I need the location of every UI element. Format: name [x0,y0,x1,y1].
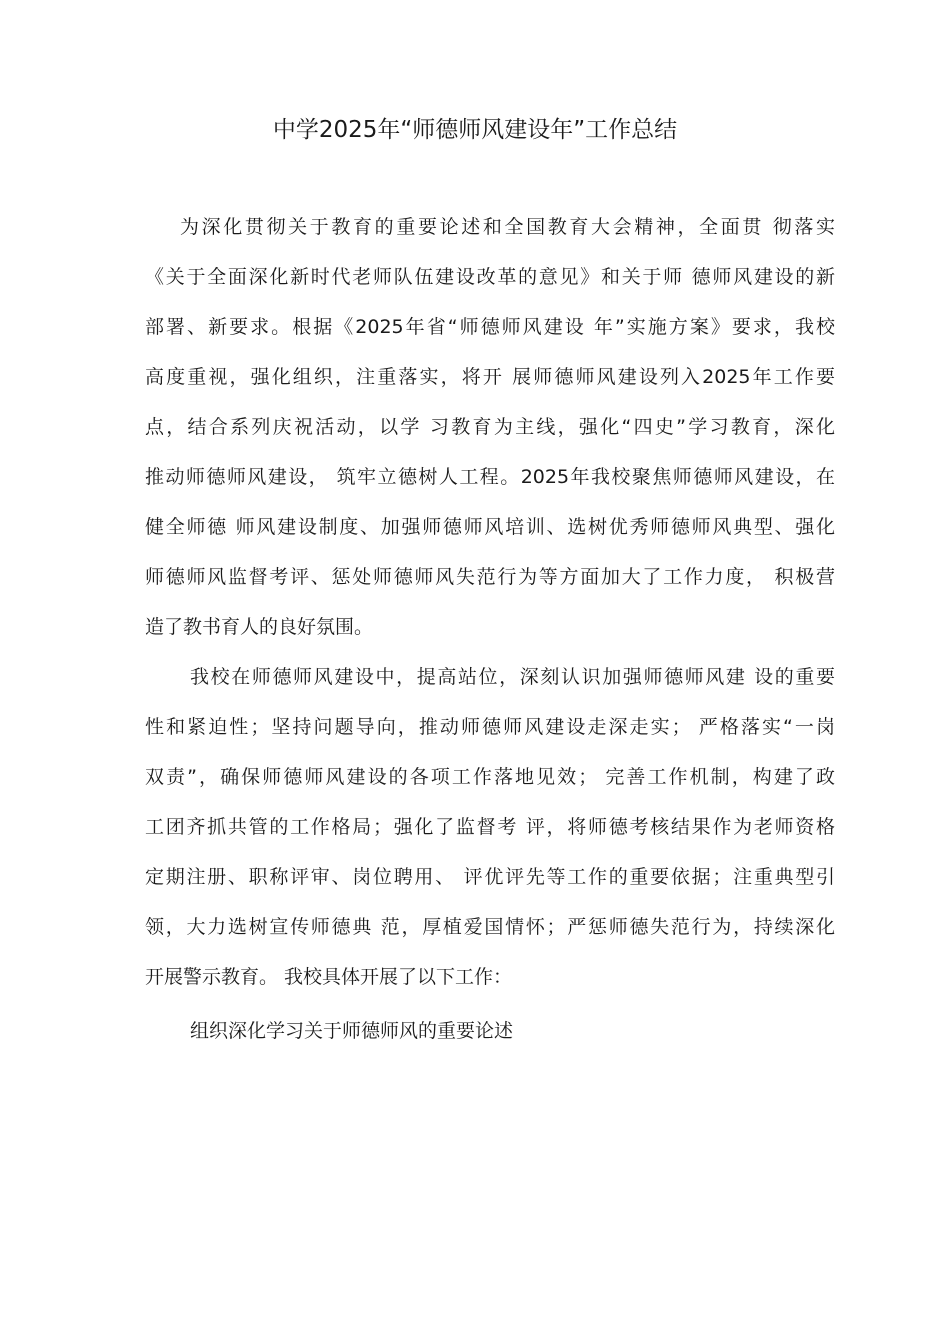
paragraph-1-line: 部署、新要求。根据《2025年省“师德师风建设 年”实施方案》要求，我校 [145,316,835,338]
paragraph-1-line: 造了教书育人的良好氛围。 [145,616,374,638]
paragraph-2-line: 领，大力选树宣传师德典 范，厚植爱国情怀；严惩师德失范行为，持续深化 [145,916,835,938]
paragraph-1-line: 点，结合系列庆祝活动，以学 习教育为主线，强化“四史”学习教育，深化 [145,416,835,438]
paragraph-2-line: 定期注册、职称评审、岗位聘用、 评优评先等工作的重要依据；注重典型引 [145,866,835,888]
document-title: 中学2025年“师德师风建设年”工作总结 [272,117,678,143]
paragraph-2-line: 双责”，确保师德师风建设的各项工作落地见效； 完善工作机制，构建了政 [145,766,835,788]
paragraph-1-line: 师德师风监督考评、惩处师德师风失范行为等方面加大了工作力度， 积极营 [145,566,835,588]
paragraph-1-line: 健全师德 师风建设制度、加强师德师风培训、选树优秀师德师风典型、强化 [145,516,835,538]
paragraph-2-line: 工团齐抓共管的工作格局；强化了监督考 评，将师德考核结果作为老师资格 [145,816,835,838]
section-heading: 组织深化学习关于师德师风的重要论述 [190,1020,514,1042]
paragraph-2-line: 性和紧迫性；坚持问题导向，推动师德师风建设走深走实； 严格落实“一岗 [145,716,835,738]
paragraph-2-line: 开展警示教育。 我校具体开展了以下工作： [145,966,513,988]
paragraph-1-line: 《关于全面深化新时代老师队伍建设改革的意见》和关于师 德师风建设的新 [145,266,835,288]
paragraph-2-line: 我校在师德师风建设中，提高站位，深刻认识加强师德师风建 设的重要 [190,666,835,688]
paragraph-1-line: 为深化贯彻关于教育的重要论述和全国教育大会精神，全面贯 彻落实 [180,216,835,238]
paragraph-1-line: 高度重视，强化组织，注重落实，将开 展师德师风建设列入2025年工作要 [145,366,835,388]
paragraph-1-line: 推动师德师风建设， 筑牢立德树人工程。2025年我校聚焦师德师风建设，在 [145,466,835,488]
